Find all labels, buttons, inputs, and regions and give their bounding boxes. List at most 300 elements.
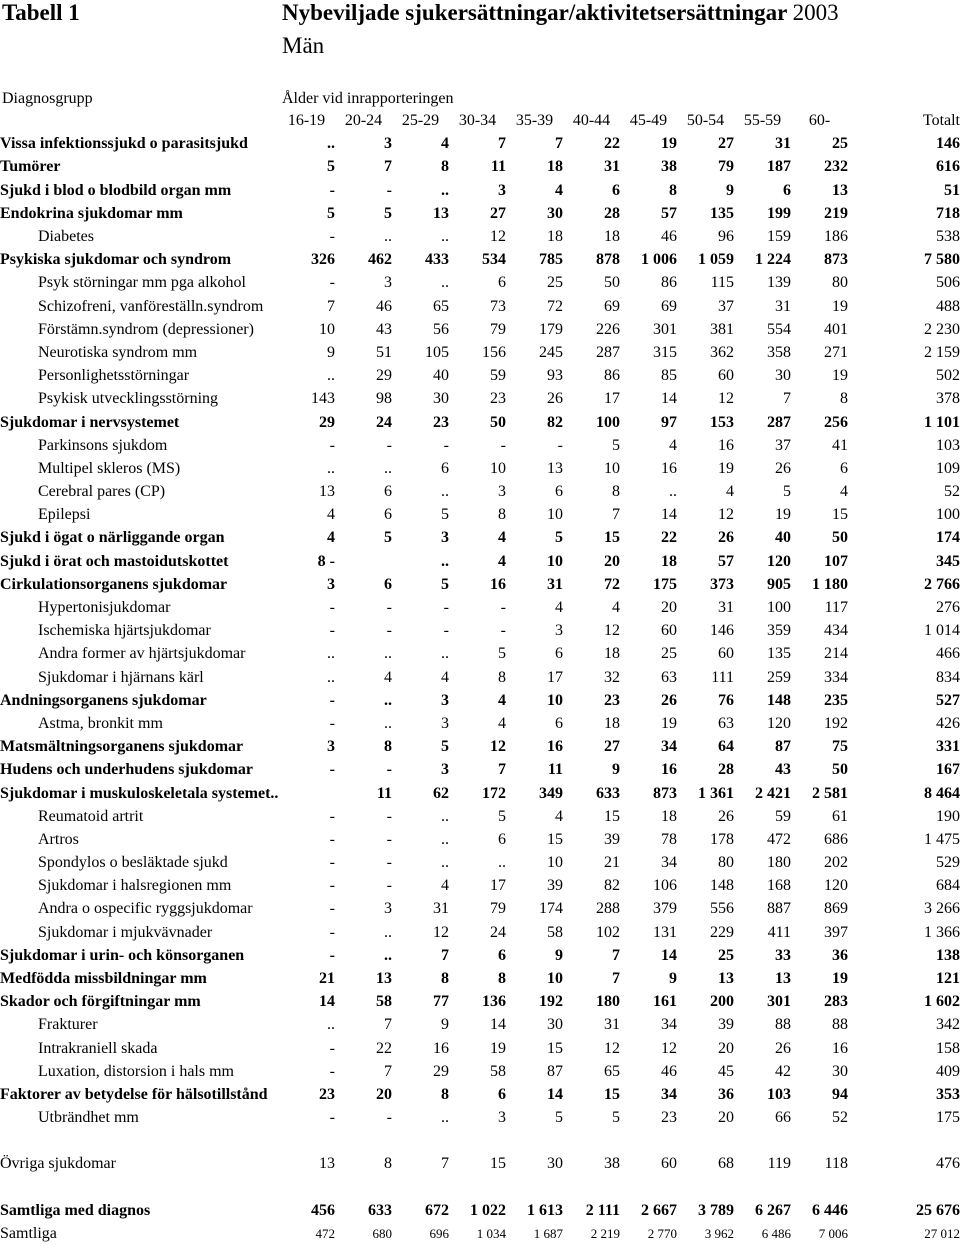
table-cell: .. [441,830,449,848]
table-cell: 25 [661,645,677,663]
diagnosis-name: Intrakraniell skada [38,1039,158,1057]
table-cell: - [386,436,392,454]
table-cell: 14 [661,506,677,524]
table-cell: - [386,181,392,199]
table-cell: 51 [376,343,392,361]
table-cell: 5 [612,1109,620,1127]
table-row [0,805,960,828]
table-cell: .. [384,228,392,246]
table-cell: 466 [936,645,960,663]
table-cell: 120 [767,714,791,732]
table-cell: 13 [718,970,734,988]
table-row [0,689,960,712]
table-cell: 37 [775,436,791,454]
table-cell: 16 [661,459,677,477]
table-cell: 2 770 [647,1225,677,1241]
table-cell: .. [327,668,335,686]
table-cell: - [329,923,335,941]
table-cell: 23 [661,1109,677,1127]
table-cell: 8 [669,181,677,199]
table-cell: 23 [433,413,449,431]
table-cell: 79 [718,158,734,176]
table-cell: 13 [433,204,449,222]
table-cell: 135 [767,645,791,663]
column-header: 35-39 [515,112,554,130]
table-cell: 100 [596,413,620,431]
diagnosis-name: Sjukdomar i urin- och könsorganen [0,946,245,964]
table-cell: 30 [547,1155,563,1173]
table-cell: 529 [936,854,960,872]
table-cell: 2 111 [585,1201,620,1219]
table-cell: 72 [547,297,563,315]
table-cell: 8 [441,1085,449,1103]
diagnosis-name: Luxation, distorsion i hals mm [38,1062,234,1080]
table-cell: 3 [384,274,392,292]
table-cell: 26 [718,807,734,825]
table-cell: 27 012 [924,1225,960,1241]
table-cell: 18 [661,807,677,825]
table-cell: 29 [319,413,335,431]
table-cell: 379 [653,900,677,918]
table-cell: - [500,599,506,617]
table-cell: 13 [319,483,335,501]
table-cell: 869 [824,900,848,918]
table-cell: 25 676 [916,1201,960,1219]
table-cell: 2 219 [590,1225,620,1241]
table-cell: 1 687 [533,1225,563,1241]
table-cell: 19 [661,135,677,153]
table-cell: 27 [718,135,734,153]
table-cell: 102 [596,923,620,941]
table-cell: 488 [936,297,960,315]
table-cell: 15 [547,1039,563,1057]
table-cell: 19 [775,506,791,524]
table-cell: 15 [604,1085,620,1103]
table-cell: 105 [425,343,449,361]
table-cell: 40 [433,367,449,385]
table-cell: 76 [718,691,734,709]
page-title [282,0,839,26]
table-row [0,225,960,248]
table-cell: - [386,877,392,895]
table-cell: 15 [604,529,620,547]
header-spacer [0,109,278,132]
table-cell: - [329,181,335,199]
table-row [0,1037,960,1060]
table-cell: 345 [936,552,960,570]
table-cell: 6 [555,645,563,663]
table-cell: .. [498,854,506,872]
column-header: 16-19 [287,112,326,130]
table-cell: 51 [944,181,960,199]
diagnosis-name: Astma, bronkit mm [38,714,163,732]
table-cell: 9 [612,761,620,779]
table-cell: .. [327,135,335,153]
table-cell: 534 [482,251,506,269]
table-cell: 7 [783,390,791,408]
table-cell: 9 [726,181,734,199]
diagnosis-name: Utbrändhet mm [38,1109,139,1127]
table-cell: 159 [767,228,791,246]
table-cell: - [329,1039,335,1057]
table-cell: 5 [384,204,392,222]
table-cell: - [329,854,335,872]
table-cell: 85 [661,367,677,385]
table-cell: 276 [936,599,960,617]
table-cell: .. [441,228,449,246]
diagnosis-name: Sjukdomar i mjukvävnader [38,923,213,941]
diagnosis-name: Reumatoid artrit [38,807,144,825]
column-header-row [0,109,960,132]
diagnosis-name: Andra former av hjärtsjukdomar [38,645,246,663]
table-row [0,1060,960,1083]
table-cell: 381 [710,320,734,338]
table-cell: 4 [555,599,563,617]
table-cell: 46 [376,297,392,315]
table-cell: 6 [498,274,506,292]
table-row [0,1013,960,1036]
table-cell: 6 486 [761,1225,791,1241]
table-cell: 5 [441,506,449,524]
table-cell: 131 [653,923,677,941]
table-cell: 62 [433,784,449,802]
table-cell: 3 [555,622,563,640]
table-cell: 7 [327,297,335,315]
table-cell: 10 [547,691,563,709]
table-cell: 10 [547,506,563,524]
table-cell: 36 [718,1085,734,1103]
table-cell: 2 230 [924,320,960,338]
column-header: Totalt [922,112,960,130]
table-cell: 57 [661,204,677,222]
table-cell: 175 [653,575,677,593]
table-cell: - [500,436,506,454]
table-cell: 23 [604,691,620,709]
table-cell: 13 [775,970,791,988]
table-cell: 9 [669,970,677,988]
table-cell: 65 [604,1062,620,1080]
table-cell: .. [441,807,449,825]
table-cell: 136 [482,993,506,1011]
diagnosis-name: Sjukd i ögat o närliggande organ [0,529,225,547]
table-cell: 6 [555,714,563,732]
table-cell: 358 [767,343,791,361]
table-cell: 94 [832,1085,848,1103]
table-cell: 3 [498,1109,506,1127]
table-cell: 43 [775,761,791,779]
table-cell: - [329,274,335,292]
table-cell: 24 [490,923,506,941]
table-cell: 11 [490,158,506,176]
table-cell: 68 [718,1155,734,1173]
table-cell: .. [384,714,392,732]
table-cell: 27 [604,738,620,756]
table-cell: 98 [376,390,392,408]
spacer-row [0,1175,960,1198]
table-cell: 4 [498,714,506,732]
table-cell: 21 [604,854,620,872]
table-cell: - [386,1109,392,1127]
diagnosgrupp-header: Diagnosgrupp [2,90,93,107]
table-cell: 301 [653,320,677,338]
table-cell: 878 [596,251,620,269]
table-cell: 20 [718,1109,734,1127]
table-cell: 63 [718,714,734,732]
table-cell: 179 [539,320,563,338]
table-cell: 26 [547,390,563,408]
table-row [0,781,960,804]
table-cell: 8 [840,390,848,408]
table-cell: 219 [824,204,848,222]
diagnosis-name: Parkinsons sjukdom [38,436,168,454]
table-cell: 342 [936,1016,960,1034]
table-cell: 25 [718,946,734,964]
table-cell: 5 [327,204,335,222]
table-cell: 378 [936,390,960,408]
table-cell: 29 [376,367,392,385]
table-cell: 19 [832,297,848,315]
diagnosis-name: Neurotiska syndrom mm [38,343,198,361]
table-cell: 17 [604,390,620,408]
diagnosis-name: Vissa infektionssjukd o parasitsjukd [0,135,248,153]
table-cell: 3 789 [698,1201,734,1219]
table-cell: - [329,599,335,617]
table-cell: 31 [604,158,620,176]
column-header: 20-24 [344,112,383,130]
table-cell: 161 [653,993,677,1011]
table-cell: 2 159 [924,343,960,361]
diagnosis-name: Epilepsi [38,506,91,524]
table-cell: 19 [832,970,848,988]
table-cell: .. [327,645,335,663]
table-cell: 3 [441,691,449,709]
table-cell: 41 [832,436,848,454]
table-cell: 10 [490,459,506,477]
table-cell: 34 [661,1085,677,1103]
table-cell: 411 [767,923,791,941]
table-cell: 4 [441,135,449,153]
table-cell: 6 446 [812,1201,848,1219]
column-header: 50-54 [686,112,725,130]
table-cell: 103 [936,436,960,454]
table-cell: 111 [711,668,734,686]
table-cell: 168 [767,877,791,895]
title-text: Nybeviljade sjukersättningar/aktivitetsersättningar [282,0,787,25]
table-cell: 245 [539,343,563,361]
table-cell: 175 [936,1109,960,1127]
table-cell: 1 361 [698,784,734,802]
table-cell: 18 [604,228,620,246]
table-cell: 100 [936,506,960,524]
table-cell: 3 [441,714,449,732]
table-row [0,1106,960,1129]
table-cell: 25 [832,135,848,153]
table-cell: 16 [490,575,506,593]
table-cell: 12 [490,228,506,246]
table-cell: 180 [767,854,791,872]
table-cell: 15 [604,807,620,825]
table-cell: 18 [604,714,620,732]
table-row [0,1152,960,1175]
table-row [0,1083,960,1106]
table-cell: 5 [612,436,620,454]
table-cell: 146 [710,622,734,640]
table-cell: 26 [718,529,734,547]
table-cell: 16 [832,1039,848,1057]
table-cell: 9 [441,1016,449,1034]
table-row [0,248,960,271]
diagnosis-name: Övriga sjukdomar [0,1155,116,1173]
table-cell: .. [669,483,677,501]
table-cell: 6 267 [755,1201,791,1219]
table-row [0,271,960,294]
table-row [0,364,960,387]
table-cell: 38 [661,158,677,176]
table-cell: 3 266 [924,900,960,918]
table-cell: 16 [433,1039,449,1057]
column-header: 45-49 [629,112,668,130]
table-cell: 23 [319,1085,335,1103]
table-cell: 433 [425,251,449,269]
table-cell: 60 [718,645,734,663]
table-cell: 22 [376,1039,392,1057]
table-cell: 11 [547,761,563,779]
diagnosis-name: Cirkulationsorganens sjukdomar [0,575,228,593]
table-cell: 672 [425,1201,449,1219]
table-row [0,967,960,990]
table-row [0,480,960,503]
table-cell: 8 - [317,552,335,570]
table-cell: 4 [669,436,677,454]
table-cell: 538 [936,228,960,246]
table-cell: 20 [604,552,620,570]
table-cell: 80 [832,274,848,292]
table-cell: 12 [718,390,734,408]
table-cell: 100 [767,599,791,617]
table-cell: 6 [384,483,392,501]
table-cell: 359 [767,622,791,640]
table-cell: 353 [936,1085,960,1103]
table-cell: 8 [384,738,392,756]
table-cell: 472 [315,1225,335,1241]
table-cell: 186 [824,228,848,246]
table-cell: 3 [498,181,506,199]
table-row [0,503,960,526]
table-cell: 14 [661,946,677,964]
table-cell: 106 [653,877,677,895]
table-cell: 31 [775,135,791,153]
table-cell: 86 [661,274,677,292]
table-cell: 8 [498,970,506,988]
table-cell: 462 [368,251,392,269]
table-cell: - [386,622,392,640]
table-cell: 26 [775,459,791,477]
table-cell: 3 962 [704,1225,734,1241]
table-cell: 4 [498,552,506,570]
table-cell: 10 [547,552,563,570]
table-cell: .. [384,459,392,477]
table-cell: 16 [718,436,734,454]
table-cell: 3 [441,529,449,547]
table-cell: 13 [319,1155,335,1173]
diagnosis-name: Frakturer [38,1016,98,1034]
table-cell: 7 580 [924,251,960,269]
table-cell: 5 [498,645,506,663]
table-cell: - [386,599,392,617]
table-cell: 57 [718,552,734,570]
table-cell: 58 [376,993,392,1011]
diagnosis-name: Medfödda missbildningar mm [0,970,207,988]
table-cell: 33 [775,946,791,964]
table-cell: - [386,830,392,848]
table-cell: .. [327,1016,335,1034]
column-header: 25-29 [401,112,440,130]
table-cell: 5 [441,738,449,756]
table-cell: 60 [718,367,734,385]
table-cell: 434 [824,622,848,640]
table-cell: 8 [612,483,620,501]
table-cell: 58 [490,1062,506,1080]
table-cell: 472 [767,830,791,848]
table-cell: 232 [824,158,848,176]
table-cell: 187 [767,158,791,176]
table-cell: 135 [710,204,734,222]
table-cell: 1 014 [924,622,960,640]
table-cell: 362 [710,343,734,361]
table-cell: 288 [596,900,620,918]
table-cell: 696 [429,1225,449,1241]
table-cell: 301 [767,993,791,1011]
table-cell: 554 [767,320,791,338]
table-cell: 373 [710,575,734,593]
table-cell: 50 [490,413,506,431]
table-cell: - [329,807,335,825]
table-cell: 7 [612,946,620,964]
diagnosis-name: Multipel skleros (MS) [38,459,181,477]
table-cell: 31 [547,575,563,593]
table-cell: 18 [547,158,563,176]
table-cell: 4 [384,668,392,686]
diagnosis-name: Psykisk utvecklingsstörning [38,390,219,408]
table-cell: 12 [718,506,734,524]
table-cell: - [329,877,335,895]
table-cell [278,781,335,804]
diagnosis-name: Endokrina sjukdomar mm [0,204,183,222]
table-cell: 12 [433,923,449,941]
table-cell: 118 [824,1155,848,1173]
table-cell: 52 [832,1109,848,1127]
diagnosis-name: Skador och förgiftningar mm [0,993,201,1011]
table-cell: 7 [384,1016,392,1034]
table-cell: 905 [767,575,791,593]
table-cell: 476 [936,1155,960,1173]
table-cell: 178 [710,830,734,848]
table-cell: 72 [604,575,620,593]
diagnosis-name: Hudens och underhudens sjukdomar [0,761,253,779]
table-cell: 60 [661,622,677,640]
table-cell: 6 [555,483,563,501]
table-cell: 158 [936,1039,960,1057]
diagnosis-name: Andningsorganens sjukdomar [0,691,207,709]
table-cell: - [329,761,335,779]
table-cell: 153 [710,413,734,431]
diagnosis-name: Diabetes [38,228,94,246]
table-row [0,410,960,433]
table-cell: 718 [936,204,960,222]
table-cell: .. [327,367,335,385]
table-cell: 1 224 [755,251,791,269]
table-cell: 13 [376,970,392,988]
